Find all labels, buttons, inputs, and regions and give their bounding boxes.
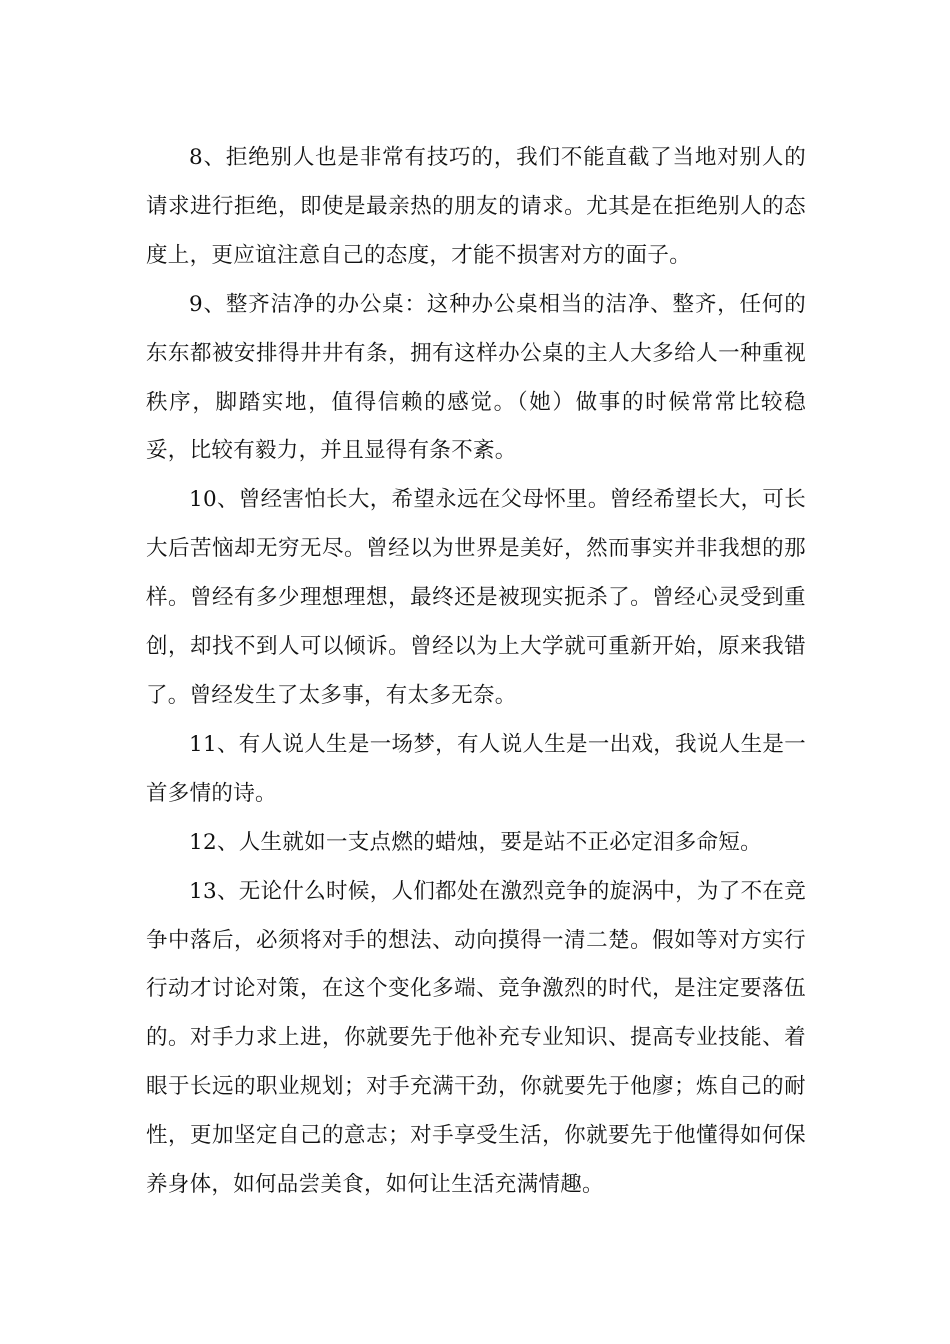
paragraph-13: 13、无论什么时候，人们都处在激烈竞争的旋涡中，为了不在竞争中落后，必须将对手的想法、动向摸得一清二楚。假如等对方实行行动才讨论对策，在这个变化多端、竞争激烈的时代，是注定要落伍的。对手力求上进，你就要先于他补充专业知识、提高专业技能、着眼于长远的职业规划；对手充满干劲，你就要先于他廖；炼自己的耐性，更加坚定自己的意志；对手享受生活，你就要先于他懂得如何保养身体，如何品尝美食，如何让生活充满情趣。 — [146, 878, 806, 1198]
document-body — [146, 134, 806, 1210]
paragraph-11: 11、有人说人生是一场梦，有人说人生是一出戏，我说人生是一首多情的诗。 — [146, 731, 806, 806]
paragraph-10: 10、曾经害怕长大，希望永远在父母怀里。曾经希望长大，可长大后苦恼却无穷无尽。曾经以为世界是美好，然而事实并非我想的那样。曾经有多少理想理想，最终还是被现实扼杀了。曾经心灵受到重创，却找不到人可以倾诉。曾经以为上大学就可重新开始，原来我错了。曾经发生了太多事，有太多无奈。 — [146, 487, 806, 708]
paragraph-12: 12、人生就如一支点燃的蜡烛，要是站不正必定泪多命短。 — [189, 829, 762, 855]
paragraph-8: 8、拒绝别人也是非常有技巧的，我们不能直截了当地对别人的请求进行拒绝，即使是最亲热的朋友的请求。尤其是在拒绝别人的态度上，更应谊注意自己的态度，才能不损害对方的面子。 — [146, 145, 806, 268]
paragraph-9: 9、整齐洁净的办公桌：这种办公桌相当的洁净、整齐，任何的东东都被安排得井井有条，拥有这样办公桌的主人大多给人一种重视秩序，脚踏实地，值得信赖的感觉。（她）做事的时候常常比较稳妥，比较有毅力，并且显得有条不紊。 — [146, 291, 806, 464]
